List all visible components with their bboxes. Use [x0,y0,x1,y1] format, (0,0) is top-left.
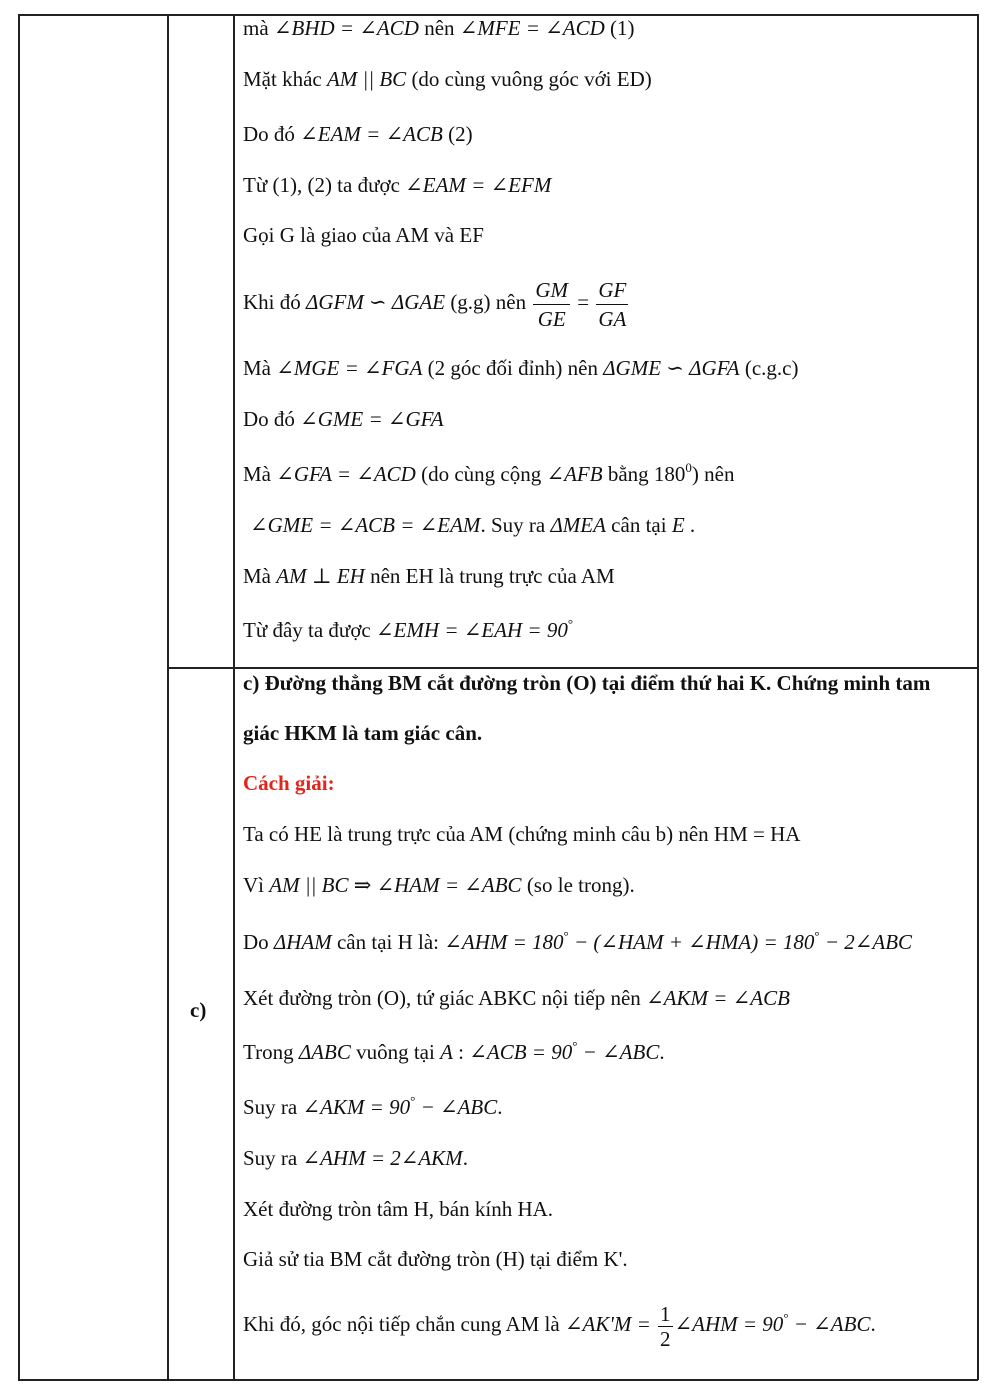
fraction: $\frac{GM}{GE}$ [535,277,569,331]
proof-line: Do đó ∠EAM = ∠ACB (2) [243,122,473,146]
proof-line: Suy ra ∠AHM = 2∠AKM. [243,1146,468,1170]
table-column-divider-1 [167,14,169,1380]
table-border-left [18,14,20,1380]
proof-line: mà ∠BHD = ∠ACD nên ∠MFE = ∠ACD (1) [243,16,635,40]
question-heading: giác HKM là tam giác cân. [243,721,483,745]
method-heading: Cách giải: [243,771,335,795]
proof-line: Do ΔHAM cân tại H là: ∠AHM = 180° − (∠HAM + ∠HMA) = 180° − 2∠ABC [243,928,913,954]
proof-line: Từ (1), (2) ta được ∠EAM = ∠EFM [243,173,552,197]
table-column-divider-2 [233,14,235,1380]
proof-line: Khi đó ΔGFM ∽ ΔGAE (g.g) nên $\frac{GM}{GE}$ = $\frac{GF}{GA}$ [243,277,627,331]
fraction: $\frac{1}{2}$ [660,1301,671,1351]
proof-line: Mặt khác AM || BC (do cùng vuông góc với ED) [243,67,652,91]
proof-line: Xét đường tròn tâm H, bán kính HA. [243,1197,554,1221]
question-heading: c) Đường thẳng BM cắt đường tròn (O) tại điểm thứ hai K. Chứng minh tam [243,671,931,695]
question-label: c) [190,998,207,1022]
table-row-divider [167,667,978,669]
proof-line: Từ đây ta được ∠EMH = ∠EAH = 90° [243,616,574,642]
proof-line: Xét đường tròn (O), tứ giác ABKC nội tiếp nên ∠AKM = ∠ACB [243,986,790,1010]
proof-line: Suy ra ∠AKM = 90° − ∠ABC. [243,1093,503,1119]
proof-line: Mà ∠GFA = ∠ACD (do cùng cộng ∠AFB bằng $180^0$) nên [243,460,735,486]
proof-line: Mà ∠MGE = ∠FGA (2 góc đối đỉnh) nên ΔGME ∽ ΔGFA (c.g.c) [243,356,799,380]
proof-line: ∠GME = ∠ACB = ∠EAM. Suy ra ΔMEA cân tại E . [250,513,696,537]
proof-line: Mà AM ⊥ EH nên EH là trung trực của AM [243,564,615,588]
proof-line: Gọi G là giao của AM và EF [243,223,484,247]
fraction: $\frac{GF}{GA}$ [598,277,627,331]
proof-line: Khi đó, góc nội tiếp chắn cung AM là ∠AK'M = $\frac{1}{2}$ ∠AHM = 90° − ∠ABC. [243,1301,876,1351]
proof-line: Trong ΔABC vuông tại A : ∠ACB = 90° − ∠ABC. [243,1038,665,1064]
proof-line: Vì AM || BC ⇒ ∠HAM = ∠ABC (so le trong). [243,873,635,897]
table-border-right [977,14,979,1380]
proof-line: Do đó ∠GME = ∠GFA [243,407,444,431]
proof-line: Ta có HE là trung trực của AM (chứng minh câu b) nên HM = HA [243,822,801,846]
table-border-bottom [18,1379,978,1381]
proof-line: Giả sử tia BM cắt đường tròn (H) tại điểm K'. [243,1247,628,1271]
